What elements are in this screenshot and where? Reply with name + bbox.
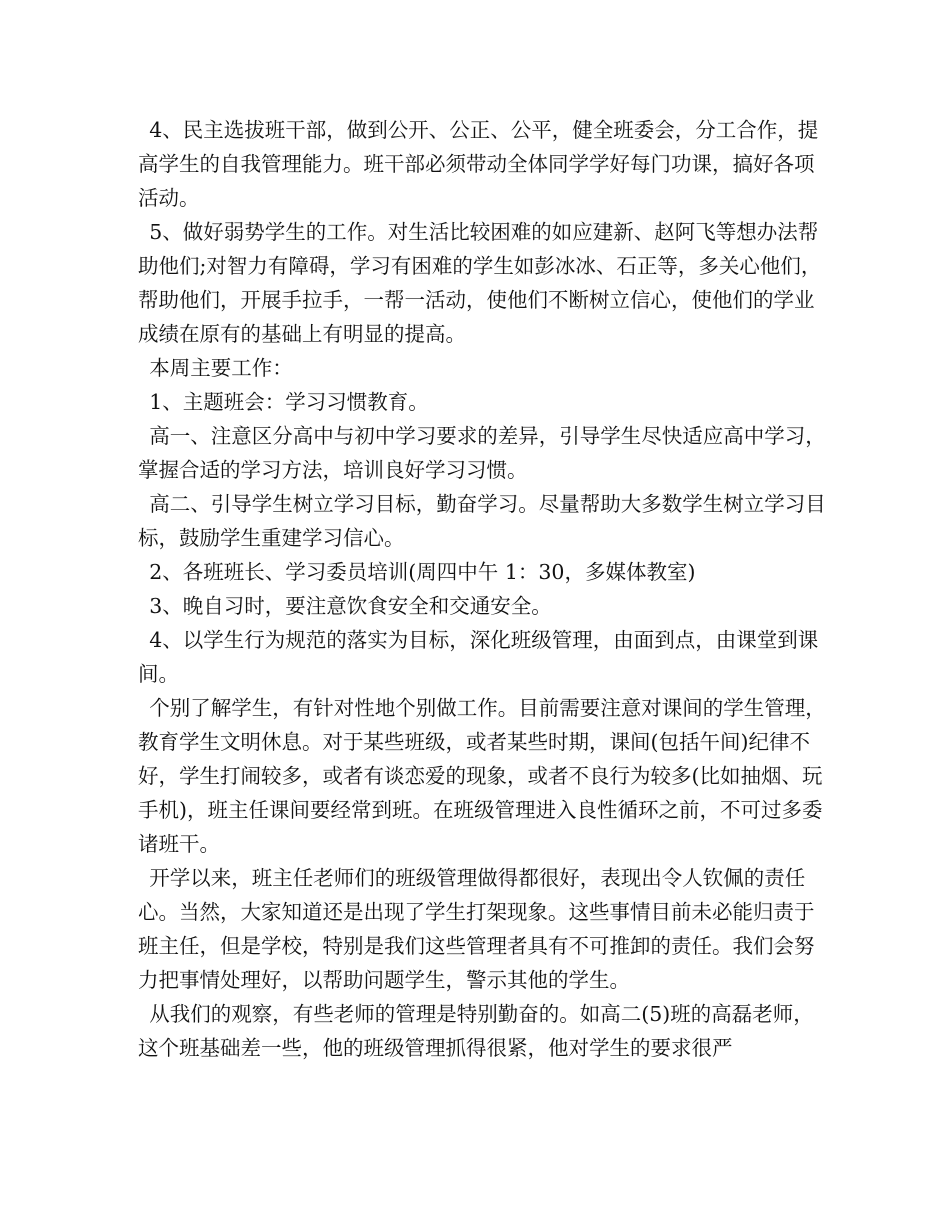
paragraph-individual-work: 个别了解学生，有针对性地个别做工作。目前需要注意对课间的学生管理，教育学生文明休息。对于某些班级，或者某些时期，课间(包括午间)纪律不好，学生打闹较多，或者有谈恋爱的现象，或者不良行为较多(比如抽烟、玩手机)，班主任课间要经常到班。在班级管理进入良性循环之前，不可过多委诸班干。: [138, 696, 826, 856]
paragraph-theme-class-meeting: 1、主题班会：学习习惯教育。: [149, 390, 429, 414]
paragraph-grade-two: 高二、引导学生树立学习目标，勤奋学习。尽量帮助大多数学生树立学习目标，鼓励学生重建学习信心。: [138, 492, 826, 550]
paragraph-monitor-training: 2、各班班长、学习委员培训(周四中午 1：30，多媒体教室): [149, 560, 696, 584]
paragraph-evening-study-safety: 3、晚自习时，要注意饮食安全和交通安全。: [149, 594, 552, 618]
paragraph-weak-students: 5、做好弱势学生的工作。对生活比较困难的如应建新、赵阿飞等想办法帮助他们;对智力有障碍，学习有困难的学生如彭冰冰、石正等，多关心他们，帮助他们，开展手拉手，一帮一活动，使他们不断树立信心，使他们的学业成绩在原有的基础上有明显的提高。: [138, 220, 822, 346]
paragraph-behavior-norms: 4、以学生行为规范的落实为目标，深化班级管理，由面到点，由课堂到课间。: [138, 628, 819, 686]
paragraph-grade-one: 高一、注意区分高中与初中学习要求的差异，引导学生尽快适应高中学习，掌握合适的学习方法，培训良好学习习惯。: [138, 424, 826, 482]
document-body: [138, 113, 828, 1065]
paragraph-observation: 从我们的观察，有些老师的管理是特别勤奋的。如高二(5)班的高磊老师，这个班基础差一些，他的班级管理抓得很紧，他对学生的要求很严: [138, 1002, 814, 1060]
paragraph-class-committee: 4、民主选拔班干部，做到公开、公正、公平，健全班委会，分工合作，提高学生的自我管理能力。班干部必须带动全体同学学好每门功课，搞好各项活动。: [138, 118, 819, 210]
paragraph-head-teachers: 开学以来，班主任老师们的班级管理做得都很好，表现出令人钦佩的责任心。当然，大家知道还是出现了学生打架现象。这些事情目前未必能归责于班主任，但是学校，特别是我们这些管理者具有不可推卸的责任。我们会努力把事情处理好，以帮助问题学生，警示其他的学生。: [138, 866, 815, 992]
paragraph-weekly-work-heading: 本周主要工作：: [149, 356, 293, 380]
